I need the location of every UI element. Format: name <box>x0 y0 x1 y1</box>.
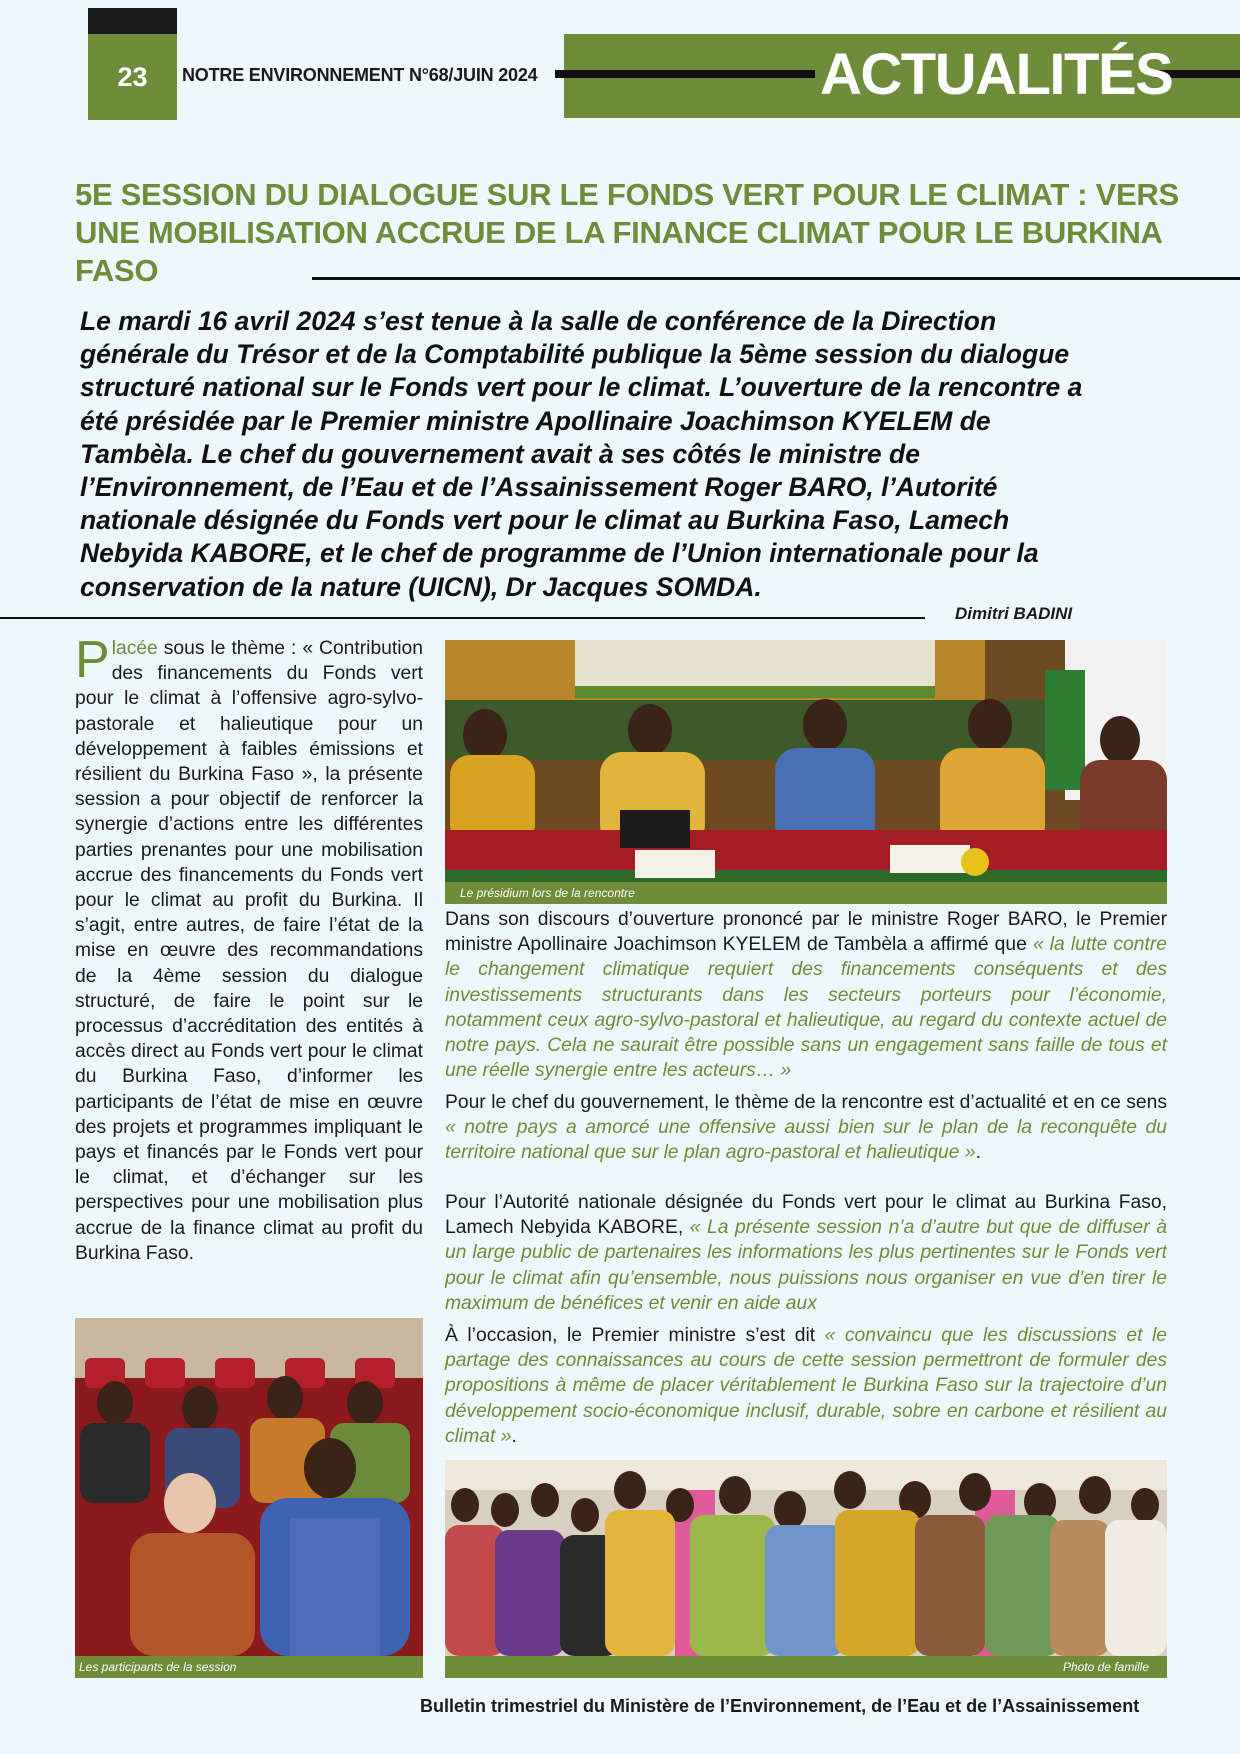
paragraph-1: Dans son discours d’ouverture prononcé par le ministre Roger BARO, le Premier ministre Apollinaire Joachimson KYELEM de Tambèla a affirmé que « la lutte contre le changement climatique requiert des financements conséquents et des investissements structurants dans les secteurs porteurs pour l’économie, notamment ceux agro-sylvo-pastoral et halieutique, au regard du contexte actuel de notre pays. Cela ne saurait être possible sans un engagement sans faille de tous et une réelle synergie entre les acteurs… » <box>445 909 1168 1082</box>
quote-3: « La présente session n’a d’autre but que de diffuser à un large public de partenaires les informations les plus pertinentes sur le Fonds vert pour le climat afin qu’ensemble, nous puissions nous organiser en vue d’en tirer le maximum de bénéfices et venir en aide aux <box>445 1217 1167 1314</box>
quote-4: « convaincu que les discussions et le partage des connaissances au cours de cette session permettront de formuler des propositions à même de placer véritablement le Burkina Faso sur la trajectoire d’un développement socio-économique inclusif, durable, sobre en carbone et résilient au climat » <box>445 1325 1167 1447</box>
left-column-text <box>75 631 423 1266</box>
caption-participants: Les participants de la session <box>75 1656 423 1678</box>
photo-famille <box>445 1460 1167 1656</box>
quote-2: « notre pays a amorcé une offensive aussi bien sur le plan de la reconquête du territoire national que sur le plan agro-pastoral et halieutique » <box>445 1117 1167 1164</box>
footer: Bulletin trimestriel du Ministère de l’Environnement, de l’Eau et de l’Assainissement <box>420 1696 1140 1716</box>
photo-participants <box>75 1318 423 1656</box>
dropcap-lead: lacée <box>111 638 158 659</box>
dropcap: P <box>75 631 110 689</box>
paragraph-4: À l’occasion, le Premier ministre s’est dit « convaincu que les discussions et le partage des connaissances au cours de cette session permettront de formuler des propositions à même de placer véritablement le Burkina Faso sur la trajectoire d’un développement socio-économique inclusif, durable, sobre en carbone et résilient au climat ». <box>445 1325 1167 1447</box>
left-column-body: sous le thème : « Contribution des financements du Fonds vert pour le climat à l’offensive agro-sylvo-pastorale et halieutique pour un développement à faibles émissions et résilient du Burkina Faso », la présente session a pour objectif de renforcer la synergie d’actions entre les différentes parties prenantes pour une mobilisation accrue des financements du Fonds vert pour le climat au profit du Burkina. Il s’agit, entre autres, de faire l’état de la mise en œuvre des recommandations de la 4ème session du dialogue structuré, de faire le point sur le processus d’accréditation des entités à accès direct au Fonds vert pour le climat du Burkina Faso, d’informer les participants de l’état de mise en œuvre des projets et programmes impliquant le pays et financés par le Fonds vert pour le climat, et d’échanger sur les perspectives pour une mobilisation plus accrue de la finance climat au profit du Burkina Faso. <box>75 638 423 1264</box>
section-title: ACTUALITÉS <box>820 42 1173 107</box>
photo-presidium <box>445 640 1167 882</box>
quote-1: « la lutte contre le changement climatique requiert des financements conséquents et des investissements structurants dans les secteurs porteurs pour l’économie, notamment ceux agro-sylvo-pastoral et halieutique, au regard du contexte actuel de notre pays. Cela ne saurait être possible sans un engagement sans faille de tous et une réelle synergie entre les acteurs… » <box>445 934 1168 1082</box>
publication-line: NOTRE ENVIRONNEMENT N°68/JUIN 2024 <box>182 65 538 85</box>
paragraph-3: Pour l’Autorité nationale désignée du Fonds vert pour le climat au Burkina Faso, Lamech Nebyida KABORE, « La présente session n’a d’autre but que de diffuser à un large public de partenaires les informations les plus pertinentes sur le Fonds vert pour le climat afin qu’ensemble, nous puissions nous organiser en vue d’en tirer le maximum de bénéfices et venir en aide aux <box>445 1192 1167 1314</box>
article-lead: Le mardi 16 avril 2024 s’est tenue à la salle de conférence de la Direction générale du Trésor et de la Comptabilité publique la 5ème session du dialogue structuré national sur le Fonds vert pour le climat. L’ouverture de la rencontre a été présidée par le Premier ministre Apollinaire Joachimson KYELEM de Tambèla. Le chef du gouvernement avait à ses côtés le ministre de l’Environnement, de l’Eau et de l’Assainissement Roger BARO, l’Autorité nationale désignée du Fonds vert pour le climat au Burkina Faso, Lamech Nebyida KABORE, et le chef de programme de l’Union internationale pour la conservation de la nature (UICN), Dr Jacques SOMDA. <box>80 306 1083 602</box>
author-byline: Dimitri BADINI <box>955 604 1073 623</box>
lead-rule <box>0 617 925 619</box>
paragraph-2: Pour le chef du gouvernement, le thème de la rencontre est d’actualité et en ce sens « notre pays a amorcé une offensive aussi bien sur le plan de la reconquête du territoire national que sur le plan agro-pastoral et halieutique ». <box>445 1092 1167 1164</box>
header-rule-left <box>555 70 815 78</box>
caption-presidium: Le présidium lors de la rencontre <box>445 882 1167 904</box>
article-title: 5E SESSION DU DIALOGUE SUR LE FONDS VERT POUR LE CLIMAT : VERS UNE MOBILISATION ACCRUE DE LA FINANCE CLIMAT POUR LE BURKINA FASO <box>75 177 1179 288</box>
caption-famille: Photo de famille <box>445 1656 1167 1678</box>
title-rule <box>312 277 1240 280</box>
page-number: 23 <box>88 34 177 120</box>
